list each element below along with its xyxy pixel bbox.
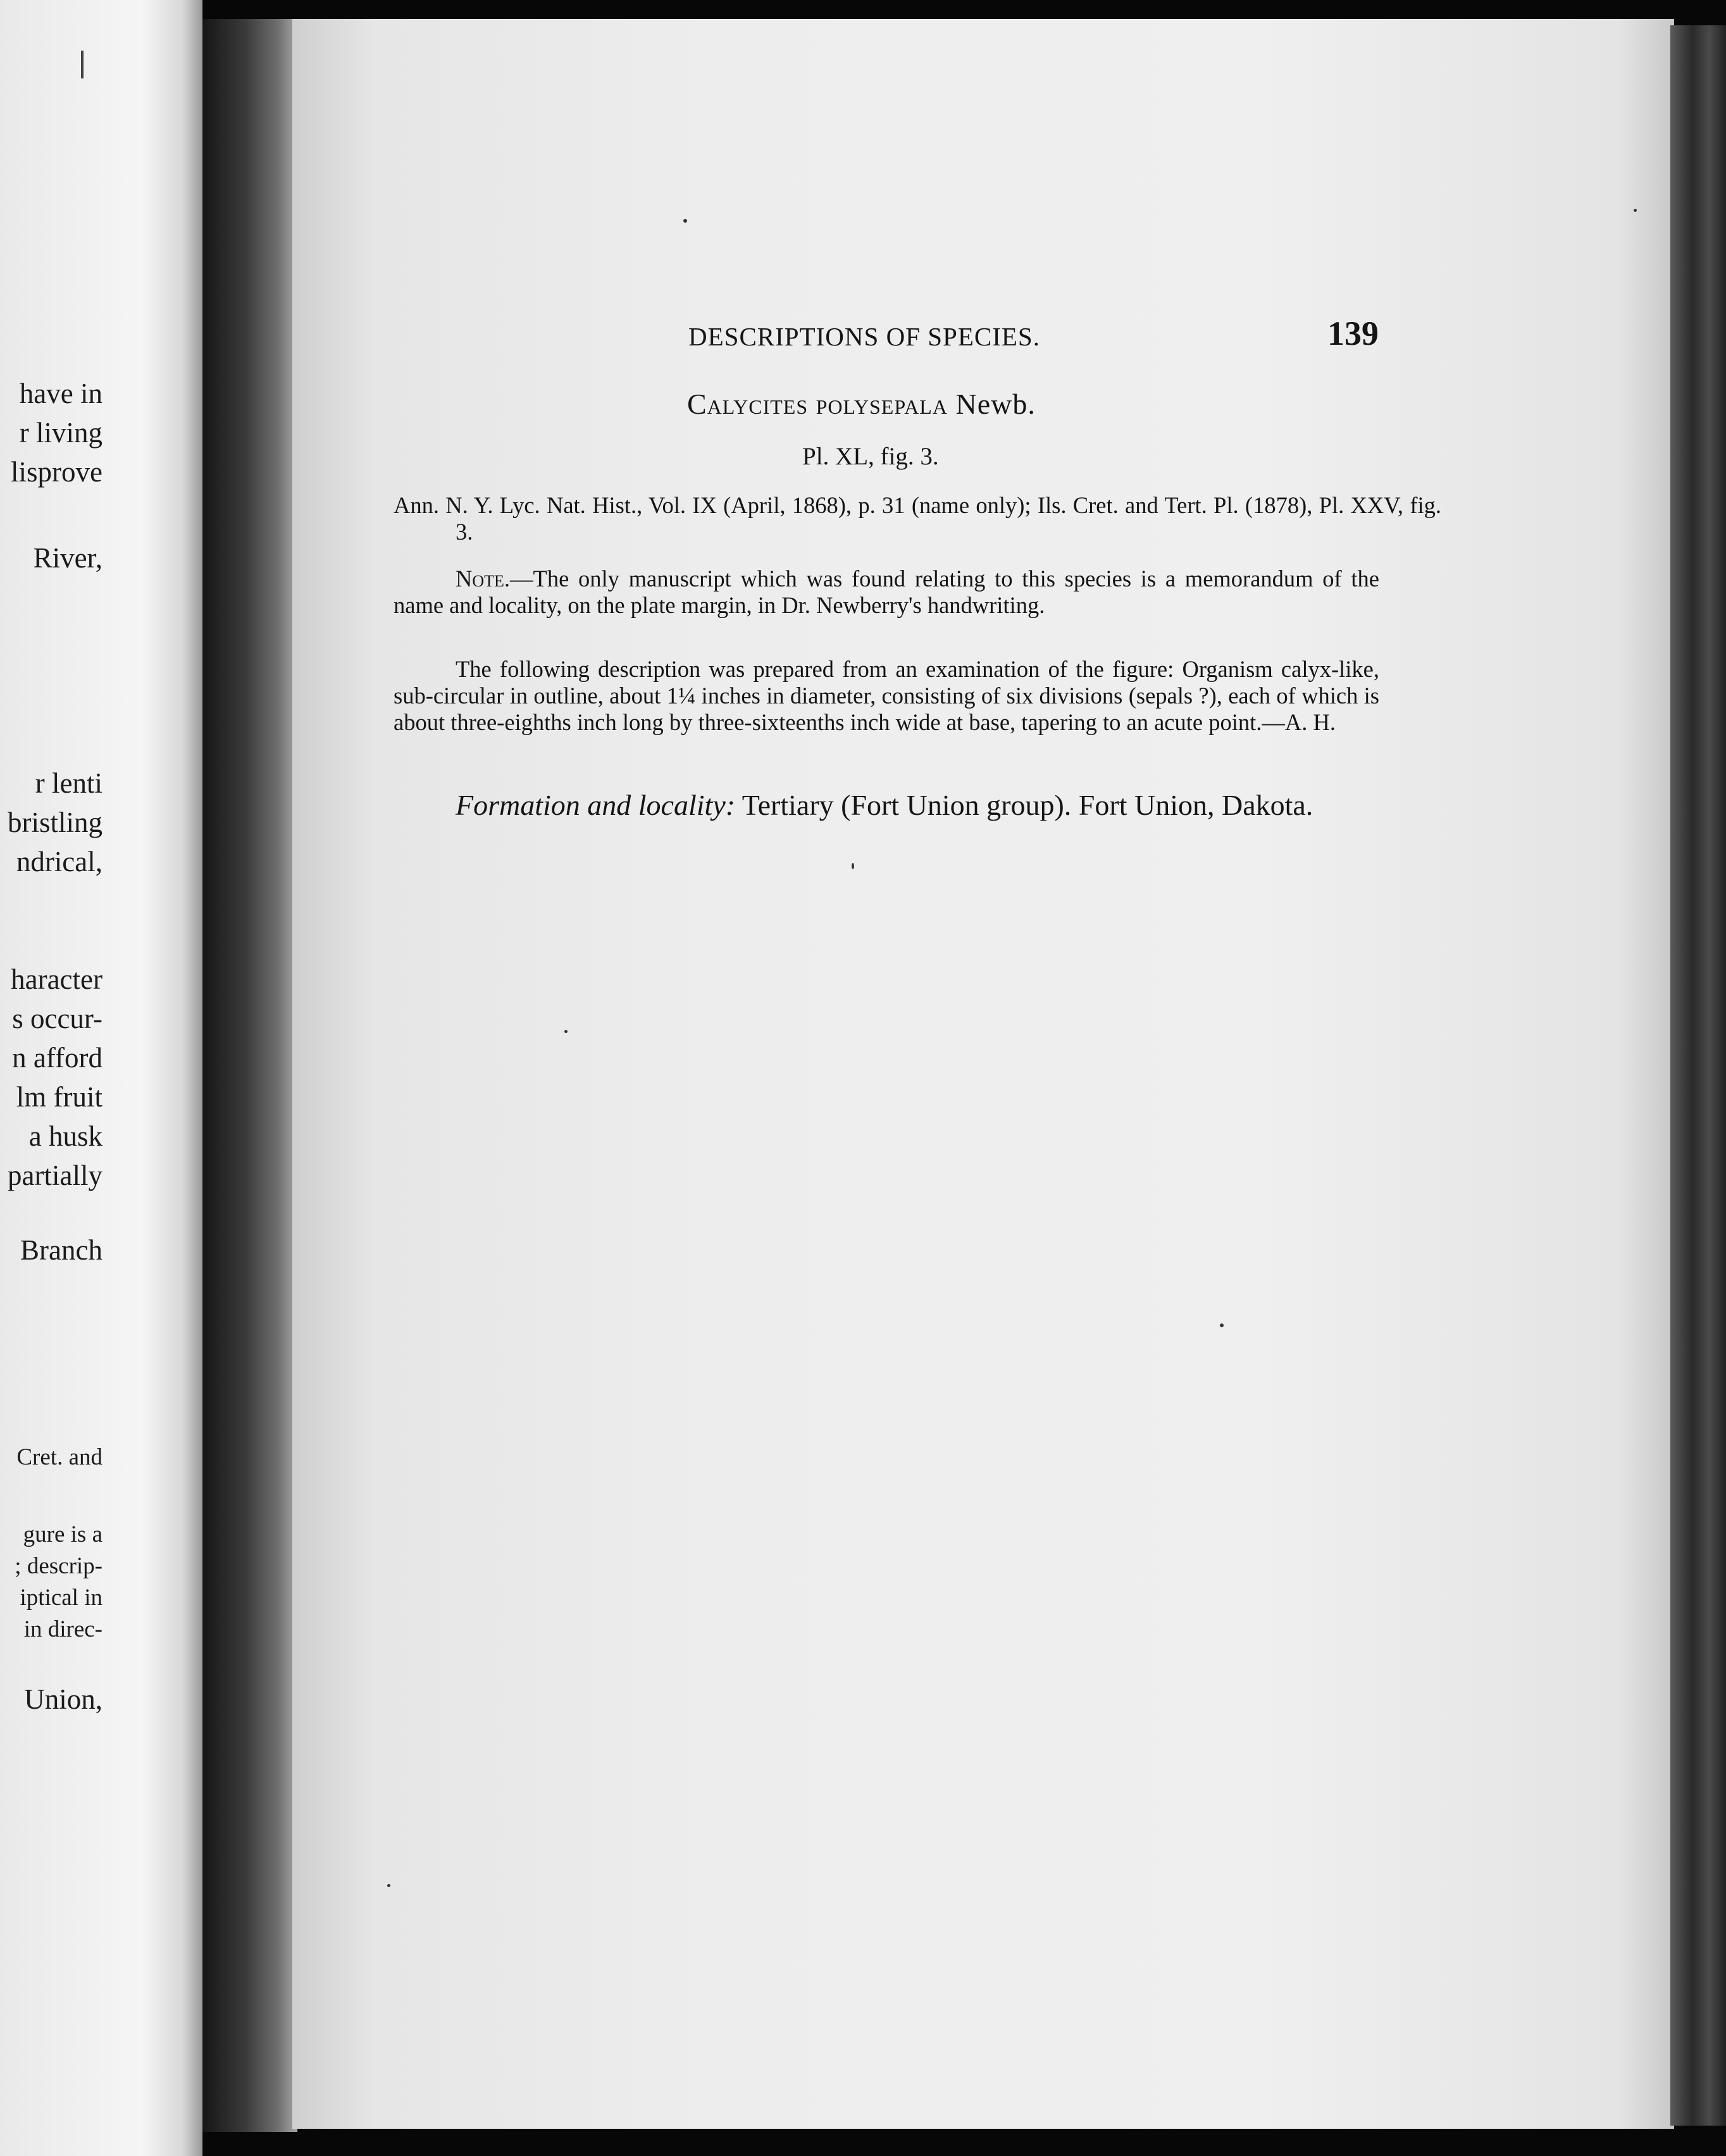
left-page-line: lisprove [11, 456, 102, 488]
description-paragraph: The following description was prepared from an examination of the figure: Organism calyx-like, sub-circular in outline, about 1¼ inches in diameter, consisting of six divisions (sepals ?), each of which is about three-eighths inch long by three-sixteenths inch wide at base, tapering to an acute point.—A. H. [394, 656, 1379, 735]
left-page-line: gure is a [23, 1521, 102, 1547]
speck [683, 219, 687, 223]
left-page-line: Branch [20, 1234, 102, 1266]
left-page-line: n afford [12, 1042, 102, 1074]
page-edge [1670, 25, 1726, 2126]
species-author: Newb. [955, 388, 1036, 420]
left-page-line: haracter [11, 963, 102, 995]
species-name: Calycites polysepala [687, 388, 948, 420]
left-page-line: iptical in [20, 1585, 102, 1611]
formation-locality [394, 786, 1379, 825]
note-label: Note. [456, 566, 511, 592]
left-page-line: partially [8, 1160, 102, 1191]
page-number: 139 [1327, 314, 1379, 352]
left-page-line: have in [19, 378, 102, 409]
left-page-line: r living [19, 417, 102, 449]
left-page-line: bristling [7, 807, 102, 838]
left-page-line: River, [33, 542, 102, 574]
bibliographic-references: Ann. N. Y. Lyc. Nat. Hist., Vol. IX (April, 1868), p. 31 (name only); Ils. Cret. and Tert. Pl. (1878), Pl. XXV, fig. 3. [394, 492, 1441, 545]
binding-mark [81, 51, 84, 78]
left-page-line: Cret. and [16, 1444, 102, 1470]
plate-reference: Pl. XL, fig. 3. [802, 443, 939, 470]
left-page-line: s occur- [12, 1003, 102, 1034]
formation-label: Formation and locality: [456, 789, 736, 821]
speck [1634, 209, 1637, 212]
left-page-line: in direc- [23, 1616, 102, 1642]
left-page-line: r lenti [35, 767, 102, 799]
left-page-line: ; descrip- [15, 1553, 102, 1579]
speck [1220, 1323, 1224, 1327]
speck [852, 863, 854, 869]
book-gutter [202, 19, 297, 2132]
species-title [687, 387, 1036, 421]
left-page-line: lm fruit [16, 1081, 102, 1113]
left-page-line: ndrical, [16, 846, 102, 877]
left-facing-page [0, 0, 202, 2156]
speck [387, 1884, 390, 1887]
speck [564, 1030, 568, 1033]
left-page-line: Union, [24, 1683, 102, 1715]
formation-text: Tertiary (Fort Union group). Fort Union, Dakota. [735, 789, 1313, 821]
left-page-line: a husk [28, 1120, 102, 1152]
note-text: —The only manuscript which was found relating to this species is a memorandum of the name and locality, on the plate margin, in Dr. Newberry's handwriting. [394, 566, 1379, 618]
note-paragraph [394, 566, 1379, 619]
running-head: DESCRIPTIONS OF SPECIES. [688, 322, 1040, 351]
